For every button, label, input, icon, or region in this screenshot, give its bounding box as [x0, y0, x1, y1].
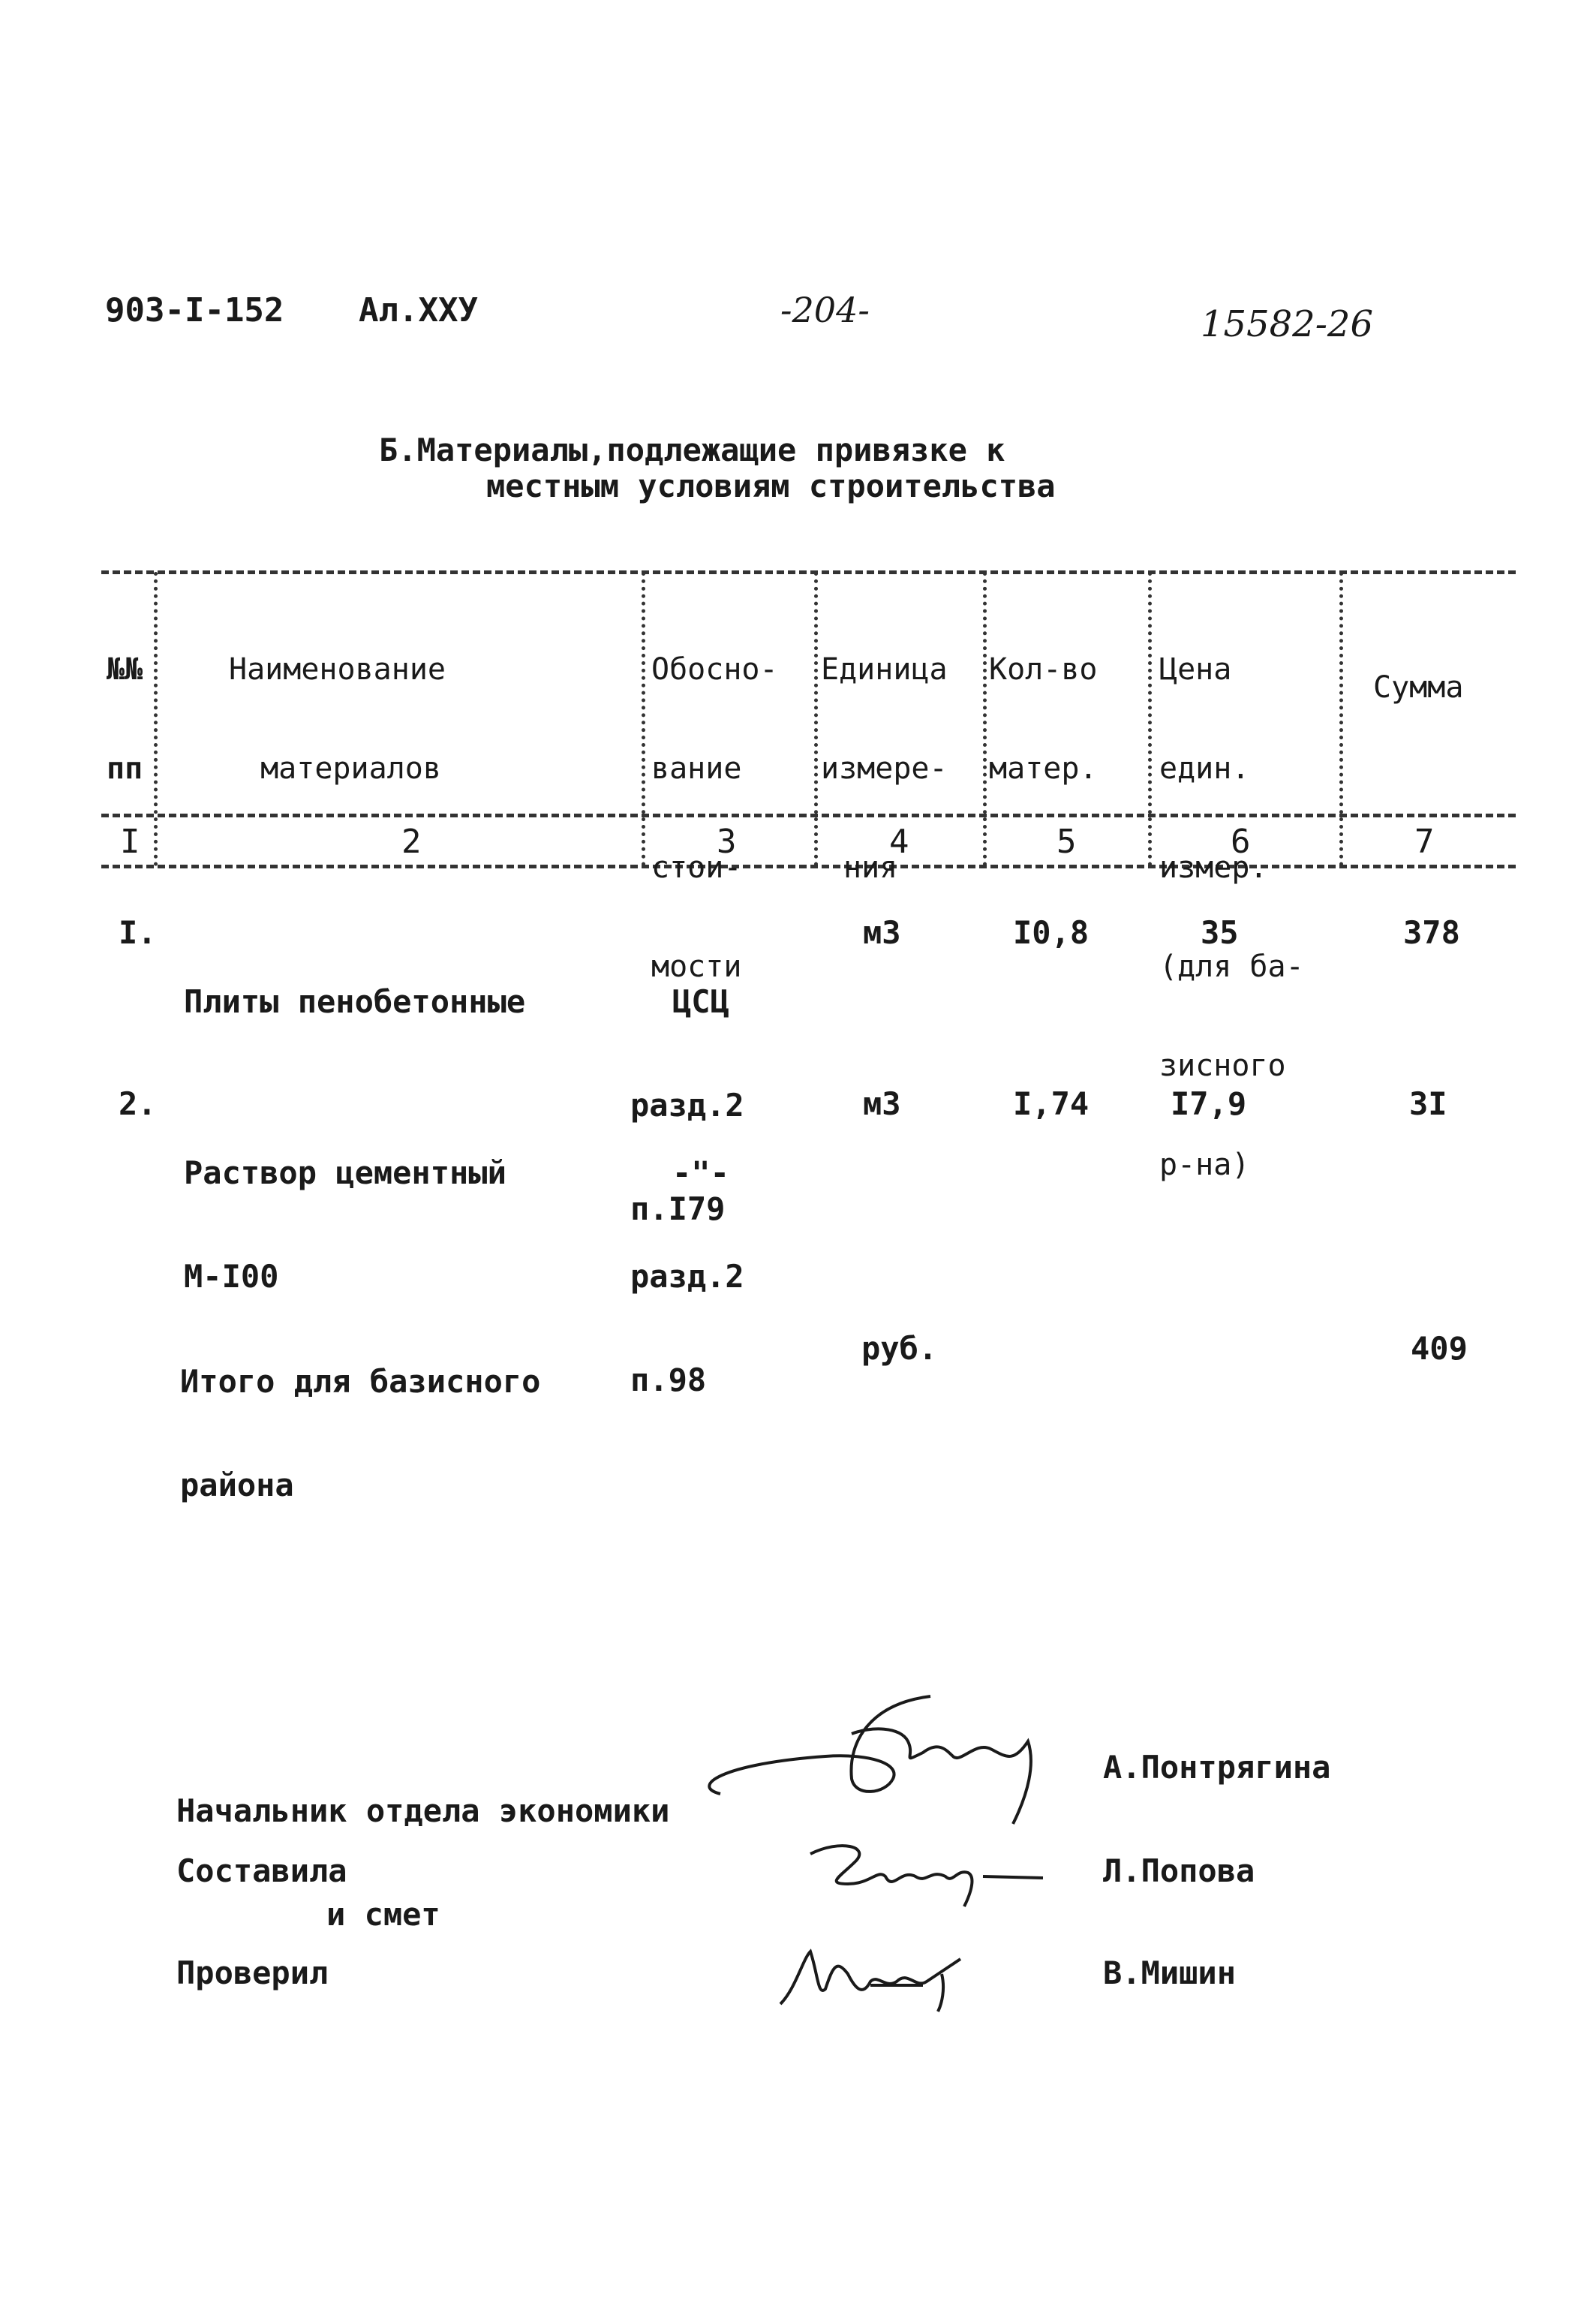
unit: м3 [863, 1085, 901, 1122]
basis: ЦСЦ разд.2 п.I79 [630, 983, 744, 1227]
basis: -"- разд.2 п.98 [630, 1154, 744, 1398]
column-number: 6 [1231, 823, 1251, 861]
price: 35 [1201, 914, 1239, 951]
total-sum: 409 [1411, 1330, 1468, 1367]
section-title-line-2: местным условиям строительства [486, 468, 1056, 504]
section-title-line-1: Б.Материалы,подлежащие привязке к [379, 432, 1005, 468]
quantity: I,74 [1013, 1085, 1090, 1122]
unit: м3 [863, 914, 901, 951]
document-code: 903-I-152 [105, 291, 284, 330]
signer-name: В.Мишин [1103, 1954, 1237, 1991]
total-unit: руб. [861, 1330, 938, 1367]
column-number: 7 [1414, 823, 1435, 861]
column-divider [642, 572, 645, 866]
page-number: -204- [780, 290, 870, 330]
column-number: I [120, 823, 140, 861]
header-name: Наименование материалов [229, 652, 446, 786]
signature-scribble-3 [765, 1929, 990, 2019]
signer-role: Проверил [176, 1954, 329, 1991]
sum: 378 [1403, 914, 1460, 951]
handwritten-number: 15582-26 [1201, 303, 1373, 345]
signer-name: А.Понтрягина [1103, 1749, 1331, 1786]
signer-role: Составила [176, 1852, 347, 1889]
row-number: I. [119, 914, 157, 951]
material-name: Плиты пенобетонные [184, 983, 526, 1020]
material-name: Раствор цементный М-I00 [184, 1154, 506, 1295]
header-price: Цена един. измер. (для ба- зисного р-на) [1159, 652, 1304, 1182]
row-number: 2. [119, 1085, 157, 1122]
column-divider [983, 572, 987, 866]
column-divider [1339, 572, 1343, 866]
column-divider [154, 572, 158, 866]
header-sum: Сумма [1373, 670, 1464, 705]
album-number: Ал.XXУ [359, 291, 478, 330]
signature-scribble-1 [675, 1681, 1050, 1831]
price: I7,9 [1171, 1085, 1247, 1122]
signer-name: Л.Попова [1103, 1852, 1255, 1889]
header-num: №№ пп [107, 652, 143, 786]
column-divider [1148, 572, 1152, 866]
sum: 3I [1409, 1085, 1447, 1122]
signature-scribble-2 [795, 1824, 1050, 1929]
column-divider [814, 572, 818, 866]
header-quantity: Кол-во матер. [989, 652, 1098, 786]
signer-role: Начальник отдела экономики и смет [176, 1792, 670, 1933]
header-unit: Единица измере- ния [821, 652, 948, 885]
quantity: I0,8 [1013, 914, 1090, 951]
column-number: 4 [889, 823, 909, 861]
column-number: 2 [401, 823, 422, 861]
table-top-rule [101, 570, 1516, 574]
column-number: 3 [717, 823, 737, 861]
header-basis: Обосно- вание стои- мости [651, 652, 778, 984]
column-number: 5 [1056, 823, 1077, 861]
total-label: Итого для базисного района [180, 1363, 541, 1503]
